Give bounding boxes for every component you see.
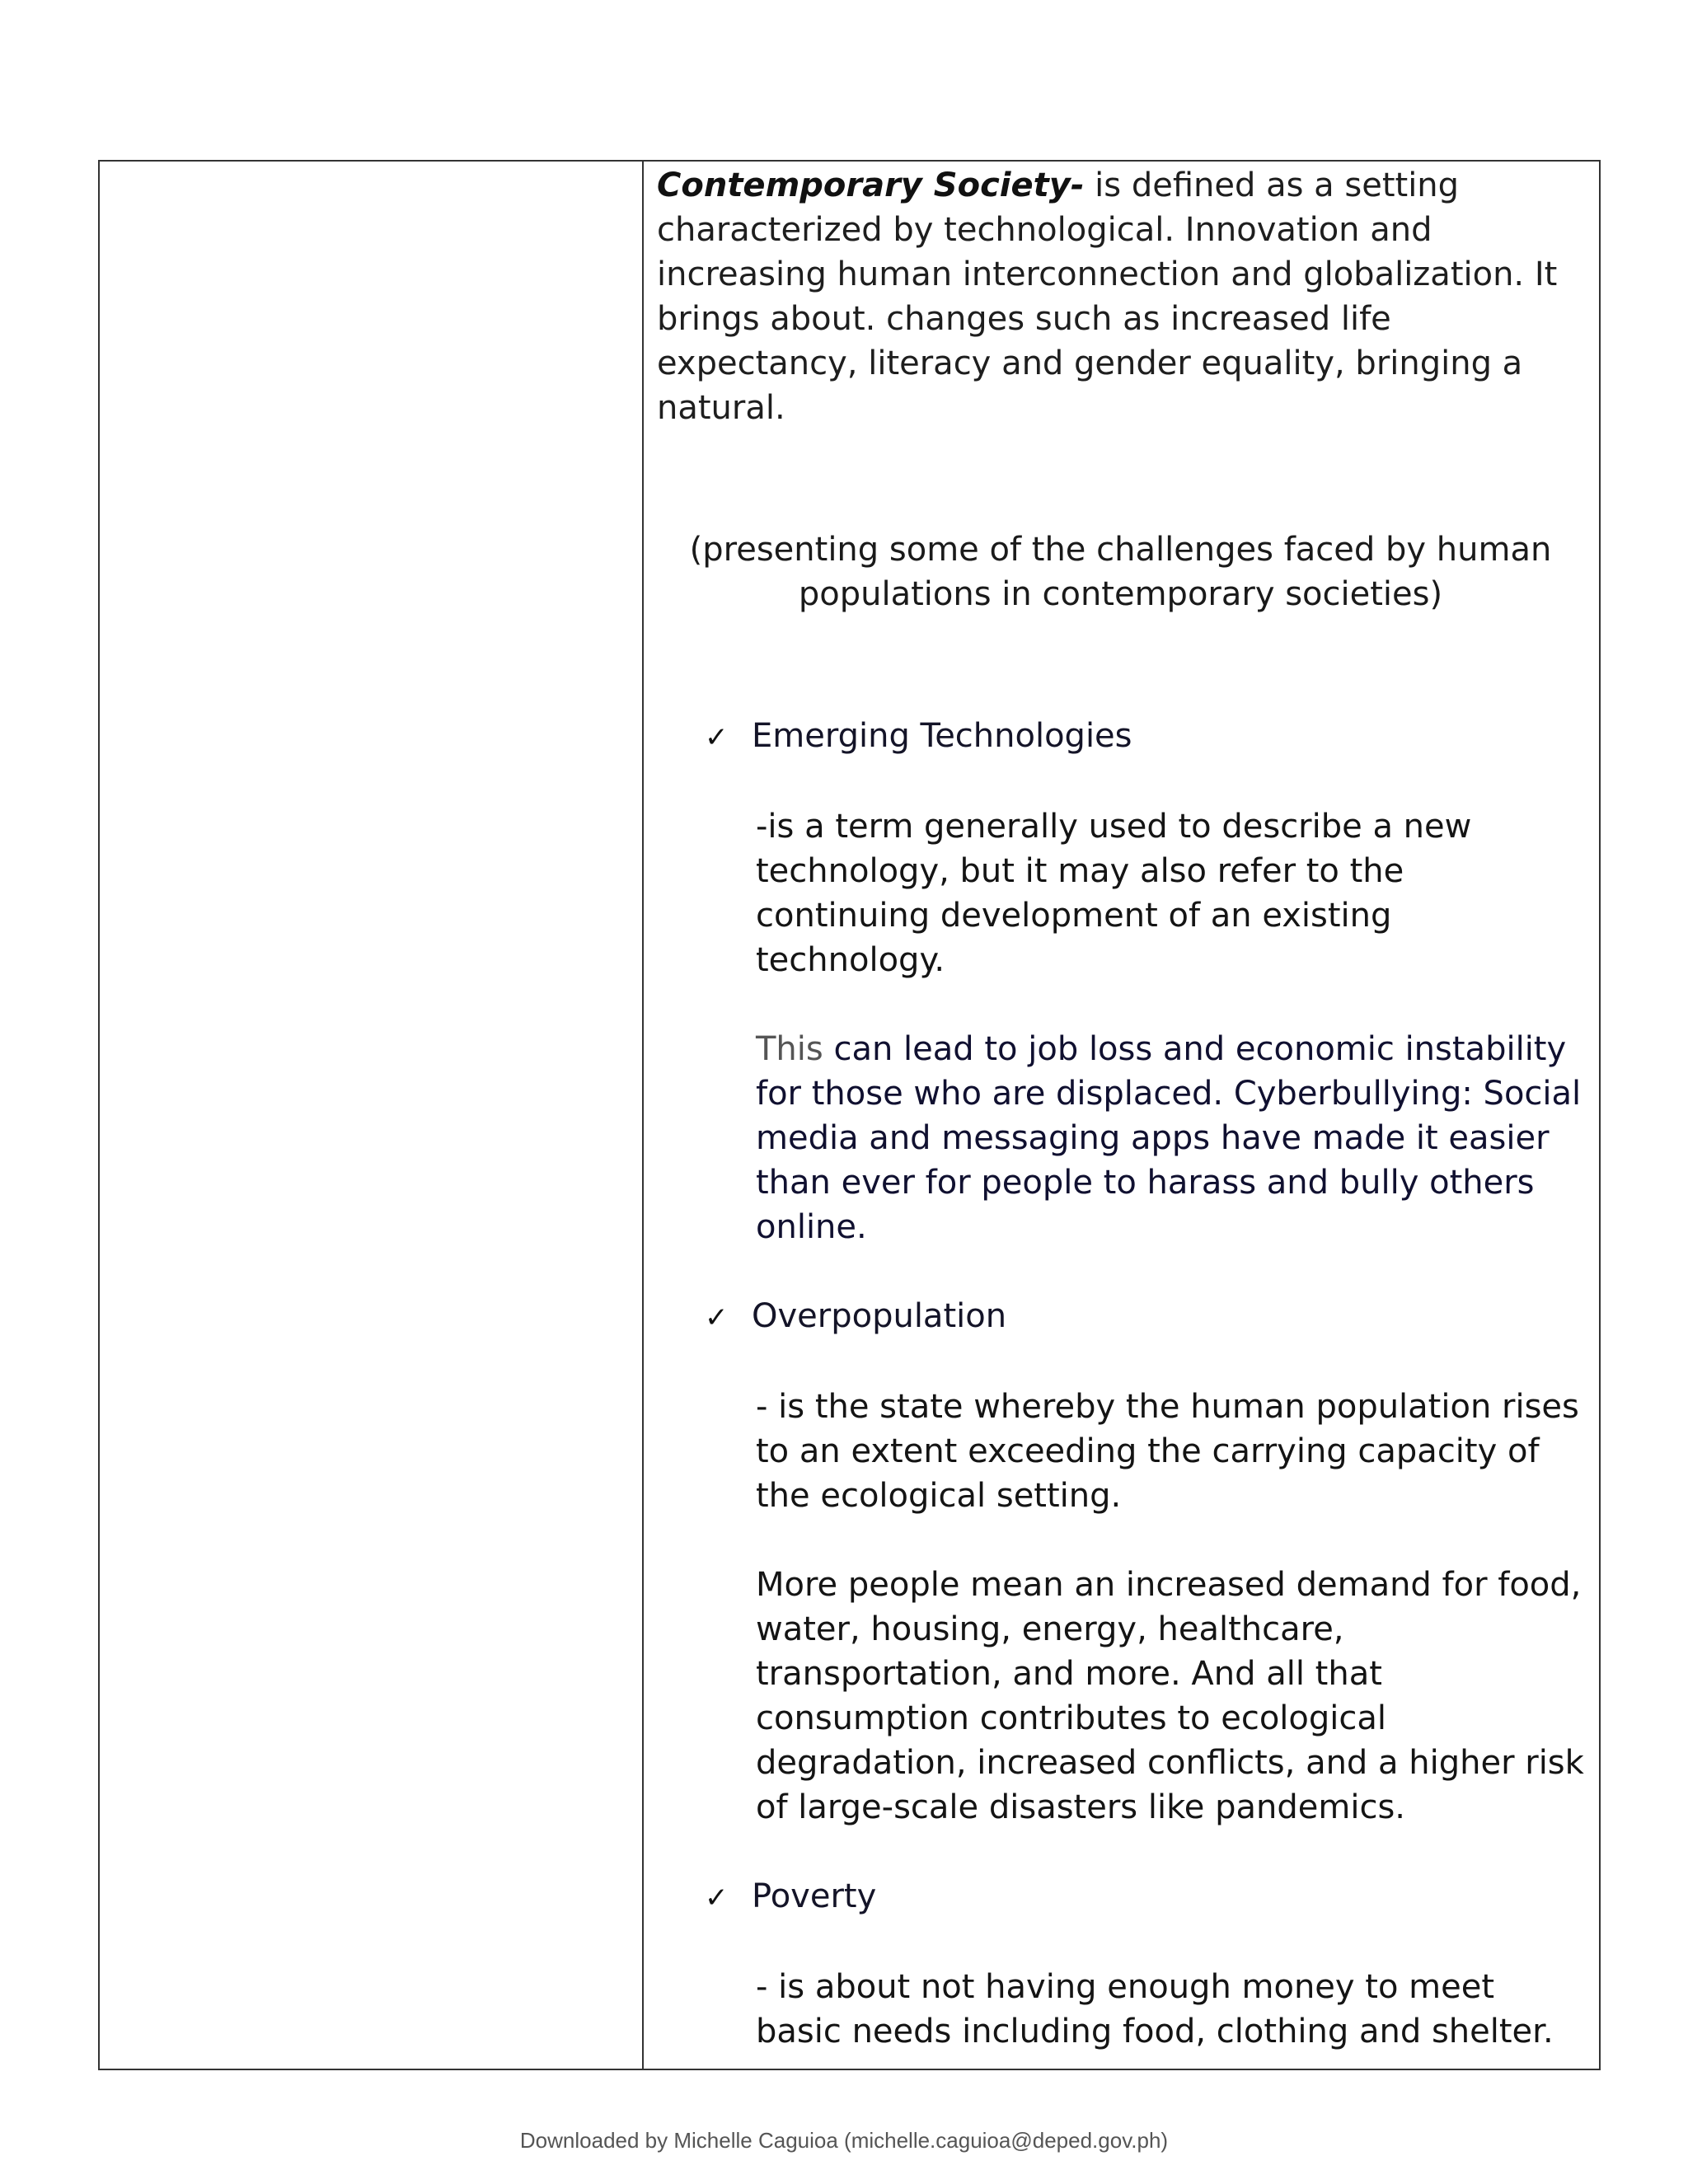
challenges-list [657,714,1584,2054]
check-icon: ✓ [705,721,729,754]
list-item-title: Emerging Technologies [752,717,1132,755]
paragraph-lead-word: This [756,1030,823,1068]
list-item-title: Poverty [752,1877,877,1915]
list-item [657,1874,1584,2054]
list-item-heading [657,1294,1584,1340]
list-item-paragraph: More people mean an increased demand for food, water, housing, energy, healthcare, transportation, and more. And all that consumption contributes to ecological degradation, increased conflicts, and a higher risk of large-scale disasters like pandemics. [756,1566,1584,1826]
list-item-heading [657,714,1584,760]
intro-paragraph [657,162,1584,430]
list-item [657,1294,1584,1830]
list-item [657,714,1584,1249]
list-item-paragraph [756,1027,1584,1249]
content-table [98,160,1601,2070]
check-icon: ✓ [705,1882,729,1915]
section-subtitle: (presenting some of the challenges faced by human populations in contemporary societies) [689,531,1552,613]
intro-term: Contemporary Society- [657,166,1085,204]
list-item-paragraph: -is a term generally used to describe a new technology, but it may also refer to the continuing development of an existing technology. [756,808,1472,979]
paragraph-rest: can lead to job loss and economic instability for those who are displaced. Cyberbullying: Social media and messaging apps have made it easier than ever for people to harass and bully others online. [756,1030,1582,1246]
list-item-paragraph: - is about not having enough money to meet basic needs including food, clothing and shelter. [756,1968,1554,2050]
list-item-paragraph: - is the state whereby the human population rises to an extent exceeding the carrying capacity of the ecological setting. [756,1388,1579,1515]
table-left-cell [100,162,644,2069]
intro-definition: is defined as a setting characterized by technological. Innovation and increasing human interconnection and globalization. It brings about. changes such as increased life expectancy, literacy and gender equality, bringing a natural. [657,166,1558,427]
table-right-cell [644,162,1599,2069]
list-item-heading [657,1874,1584,1920]
list-item-title: Overpopulation [752,1297,1007,1335]
check-icon: ✓ [705,1301,729,1334]
download-footer: Downloaded by Michelle Caguioa (michelle.caguioa@deped.gov.ph) [519,2128,1169,2153]
